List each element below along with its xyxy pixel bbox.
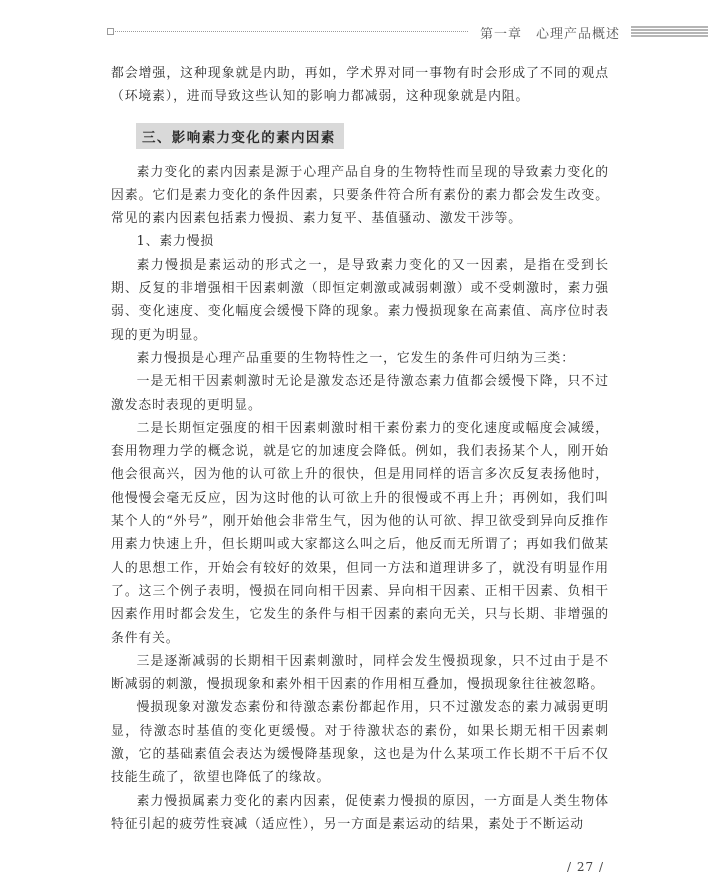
section-heading: 三、影响素力变化的素内因素 (136, 123, 344, 149)
header-chapter-title: 心理产品概述 (536, 27, 621, 42)
body-paragraph: 二是长期恒定强度的相干因素刺激时相干素份素力的变化速度或幅度会减缓，套用物理力学的概念说，就是它的加速度会降低。例如，我们表扬某个人，刚开始他会很高兴，因为他的认可欲上升的很快，但是用同样的语言多次反复表扬他时，他慢慢会毫无反应，因为这时他的认可欲上升的很慢或不再上升；再例如，我们叫某个人的“外号”，刚开始他会非常生气，因为他的认可欲、捍卫欲受到异向反推作用素力快速上升，但长期叫或大家都这么叫之后，他反而无所谓了；再如我们做某人的思想工作，开始会有较好的效果，但同一方法和道理讲多了，就没有明显作用了。这三个例子表明，慢损在同向相干因素、异向相干因素、正相干因素、负相干因素作用时都会发生，它发生的条件与相干因素的素向无关，只与长期、非增强的条件有关。 (111, 420, 609, 646)
page-body (111, 62, 609, 836)
body-paragraph: 慢损现象对激发态素份和待激态素份都起作用，只不过激发态的素力减弱更明显，待激态时基值的变化更缓慢。对于待激状态的素份，如果长期无相干因素刺激，它的基础素值会表达为缓慢降基现象，这也是为什么某项工作长期不干后不仅技能生疏了，欲望也降低了的缘故。 (111, 700, 609, 786)
body-paragraph: 素力慢损属素力变化的素内因素，促使素力慢损的原因，一方面是人类生物体特征引起的疲劳性衰减（适应性），另一方面是素运动的结果，素处于不断运动 (111, 793, 609, 832)
running-header (112, 22, 621, 42)
header-decorative-lines (631, 26, 708, 38)
body-paragraph: 素力慢损是心理产品重要的生物特性之一，它发生的条件可归纳为三类： (136, 350, 575, 366)
body-paragraph: 三是逐渐减弱的长期相干因素刺激时，同样会发生慢损现象，只不过由于是不断减弱的刺激，慢损现象和素外相干因素的作用相互叠加，慢损现象往往被忽略。 (111, 653, 609, 693)
body-paragraph: 素力变化的素内因素是源于心理产品自身的生物特性而呈现的导致素力变化的因素。它们是素力变化的条件因素，只要条件符合所有素份的素力都会发生改变。常见的素内因素包括素力慢损、素力复平、基值骚动、激发干涉等。 (111, 164, 609, 227)
header-chapter: 第一章 (480, 27, 523, 42)
header-dotted-rule (112, 31, 468, 32)
page-number: / 27 / (567, 860, 604, 874)
body-paragraph: 一是无相干因素刺激时无论是激发态还是待激态素力值都会缓慢下降，只不过激发态时表现的更明显。 (111, 374, 609, 413)
subsection-heading: 1、素力慢损 (136, 234, 215, 250)
body-paragraph: 都会增强，这种现象就是内助，再如，学术界对同一事物有时会形成了不同的观点（环境素），进而导致这些认知的影响力都减弱，这种现象就是内阻。 (111, 66, 609, 105)
body-paragraph: 素力慢损是素运动的形式之一，是导致素力变化的又一因素，是指在受到长期、反复的非增强相干因素刺激（即恒定刺激或减弱刺激）或不受刺激时，素力强弱、变化速度、变化幅度会缓慢下降的现象。素力慢损现象在高素值、高序位时表现的更为明显。 (111, 257, 609, 343)
